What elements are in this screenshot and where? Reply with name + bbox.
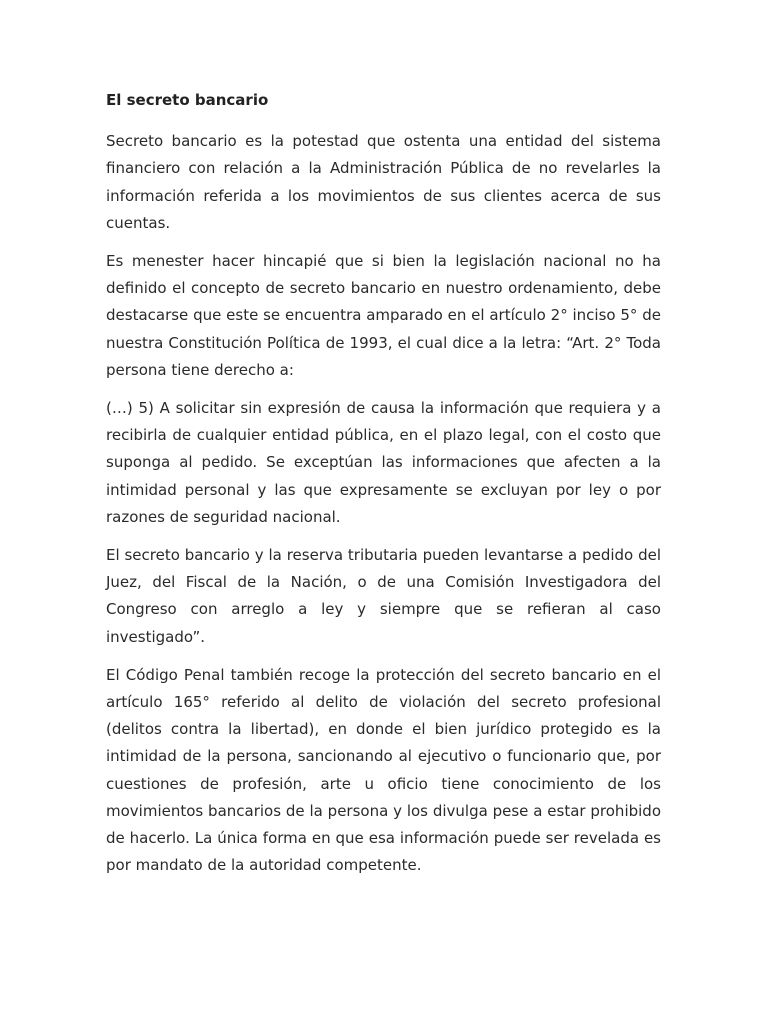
- document-title: El secreto bancario: [106, 91, 269, 109]
- paragraph-definition: Secreto bancario es la potestad que ostenta una entidad del sistema financiero con relación a la Administración Pública de no revelarles la información referida a los movimientos de sus clientes acerca de sus cuentas.: [106, 132, 661, 232]
- paragraph-constitution: Es menester hacer hincapié que si bien la legislación nacional no ha definido el concepto de secreto bancario en nuestro ordenamiento, debe destacarse que este se encuentra amparado en el artículo 2° inciso 5° de nuestra Constitución Política de 1993, el cual dice a la letra: “Art. 2° Toda persona tiene derecho a:: [106, 252, 661, 379]
- paragraph-penal-code: El Código Penal también recoge la protección del secreto bancario en el artículo 165° referido al delito de violación del secreto profesional (delitos contra la libertad), en donde el bien jurídico protegido es la intimidad de la persona, sancionando al ejecutivo o funcionario que, por cuestiones de profesión, arte u oficio tiene conocimiento de los movimientos bancarios de la persona y los divulga pese a estar prohibido de hacerlo. La única forma en que esa información puede ser revelada es por mandato de la autoridad competente.: [106, 665, 661, 875]
- paragraph-lifting-secrecy: El secreto bancario y la reserva tributaria pueden levantarse a pedido del Juez, del Fiscal de la Nación, o de una Comisión Investigadora del Congreso con arreglo a ley y siempre que se refieran al caso investigado”.: [106, 546, 661, 646]
- paragraph-article-quote: (…) 5) A solicitar sin expresión de causa la información que requiera y a recibirla de cualquier entidad pública, en el plazo legal, con el costo que suponga al pedido. Se exceptúan las informaciones que afecten a la intimidad personal y las que expresamente se excluyan por ley o por razones de seguridad nacional.: [106, 399, 661, 526]
- document-page: [106, 87, 661, 879]
